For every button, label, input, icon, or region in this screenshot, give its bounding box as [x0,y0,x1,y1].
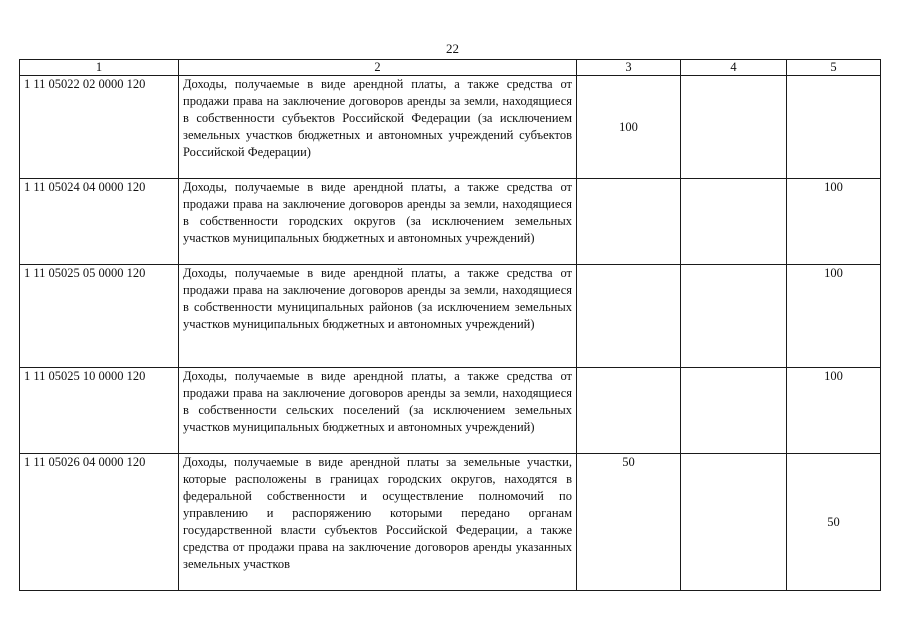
revenue-description: Доходы, получаемые в виде арендной платы, а также средства от продажи права на заключение договоров аренды за земли, находящиеся в собственности городских округов (за исключением земельных участков муниципальных бюджетных и автономных учреждений) [179,179,577,265]
value-col-4 [681,265,787,368]
value-col-4 [681,76,787,179]
value-col-3: 100 [577,76,681,179]
page-number: 22 [446,41,459,56]
value-col-5 [787,76,881,179]
header-col-4: 4 [681,60,787,76]
header-col-2: 2 [179,60,577,76]
budget-code: 1 11 05026 04 0000 120 [20,454,179,591]
budget-code: 1 11 05025 10 0000 120 [20,368,179,454]
revenue-description: Доходы, получаемые в виде арендной платы за земельные участки, которые расположены в границах городских округов, находятся в федеральной собственности и осуществление полномочий по управлению и распоряжению которыми передано органам государственной власти субъектов Российской Федерации, а также средства от продажи права на заключение договоров аренды указанных земельных участков [179,454,577,591]
value-col-3: 50 [577,454,681,591]
value-col-4 [681,368,787,454]
revenue-table [19,59,881,591]
table-row [20,368,881,454]
value-col-5: 50 [787,454,881,591]
revenue-description: Доходы, получаемые в виде арендной платы, а также средства от продажи права на заключение договоров аренды за земли, находящиеся в собственности муниципальных районов (за исключением земельных участков муниципальных бюджетных и автономных учреждений) [179,265,577,368]
table-row [20,179,881,265]
budget-code: 1 11 05022 02 0000 120 [20,76,179,179]
value-col-5: 100 [787,265,881,368]
value-col-5: 100 [787,179,881,265]
value-col-3 [577,265,681,368]
budget-code: 1 11 05025 05 0000 120 [20,265,179,368]
table-header-row [20,60,881,76]
value-col-3 [577,179,681,265]
revenue-description: Доходы, получаемые в виде арендной платы, а также средства от продажи права на заключение договоров аренды за земли, находящиеся в собственности сельских поселений (за исключением земельных участков муниципальных бюджетных и автономных учреждений) [179,368,577,454]
value-col-3 [577,368,681,454]
value-col-4 [681,179,787,265]
table-row [20,76,881,179]
table-row [20,454,881,591]
header-col-3: 3 [577,60,681,76]
header-col-1: 1 [20,60,179,76]
revenue-description: Доходы, получаемые в виде арендной платы, а также средства от продажи права на заключение договоров аренды за земли, находящиеся в собственности субъектов Российской Федерации (за исключением земельных участков бюджетных и автономных учреждений субъектов Российской Федерации) [179,76,577,179]
budget-code: 1 11 05024 04 0000 120 [20,179,179,265]
value-col-5: 100 [787,368,881,454]
table-row [20,265,881,368]
value-col-4 [681,454,787,591]
header-col-5: 5 [787,60,881,76]
